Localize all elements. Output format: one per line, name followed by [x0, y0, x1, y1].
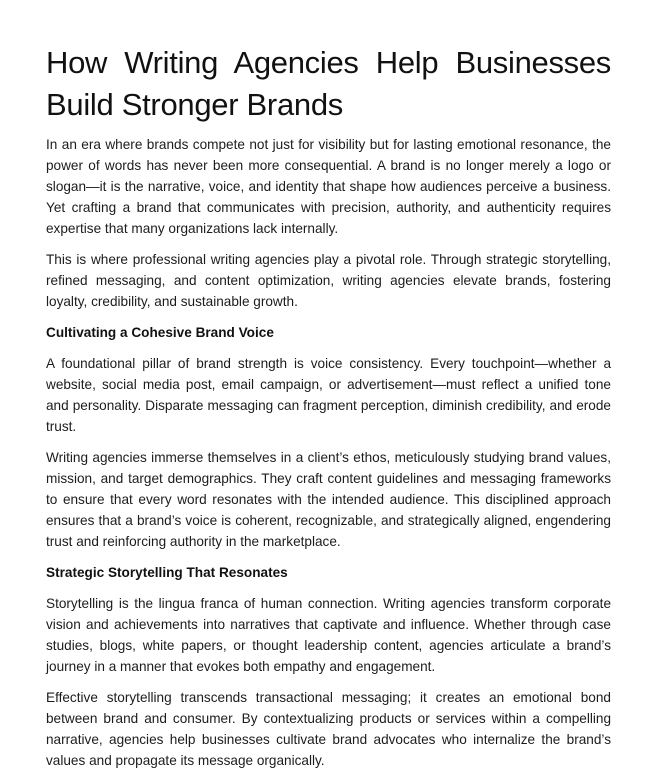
- document-page: [46, 42, 611, 781]
- section-heading-brand-voice: Cultivating a Cohesive Brand Voice: [46, 325, 274, 340]
- document-title: How Writing Agencies Help Businesses Build Stronger Brands: [46, 45, 611, 122]
- brand-voice-paragraph-1: A foundational pillar of brand strength is voice consistency. Every touchpoint—whether a website, social media post, email campaign, or advertisement—must reflect a unified tone and personality. Disparate messaging can fragment perception, diminish credibility, and erode trust.: [46, 356, 611, 434]
- intro-paragraph-1: In an era where brands compete not just for visibility but for lasting emotional resonance, the power of words has never been more consequential. A brand is no longer merely a logo or slogan—it is the narrative, voice, and identity that shape how audiences perceive a business. Yet crafting a brand that communicates with precision, authority, and authenticity requires expertise that many organizations lack internally.: [46, 137, 611, 236]
- storytelling-paragraph-2: Effective storytelling transcends transactional messaging; it creates an emotional bond between brand and consumer. By contextualizing products or services within a compelling narrative, agencies help businesses cultivate brand advocates who internalize the brand’s values and propagate its message organically.: [46, 690, 611, 768]
- section-heading-storytelling: Strategic Storytelling That Resonates: [46, 565, 288, 580]
- brand-voice-paragraph-2: Writing agencies immerse themselves in a client’s ethos, meticulously studying brand values, mission, and target demographics. They craft content guidelines and messaging frameworks to ensure that every word resonates with the intended audience. This disciplined approach ensures that a brand’s voice is coherent, recognizable, and strategically aligned, engendering trust and reinforcing authority in the marketplace.: [46, 450, 611, 549]
- storytelling-paragraph-1: Storytelling is the lingua franca of human connection. Writing agencies transform corporate vision and achievements into narratives that captivate and influence. Whether through case studies, blogs, white papers, or thought leadership content, agencies articulate a brand’s journey in a manner that evokes both empathy and engagement.: [46, 596, 611, 674]
- intro-paragraph-2: This is where professional writing agencies play a pivotal role. Through strategic storytelling, refined messaging, and content optimization, writing agencies elevate brands, fostering loyalty, credibility, and sustainable growth.: [46, 252, 611, 309]
